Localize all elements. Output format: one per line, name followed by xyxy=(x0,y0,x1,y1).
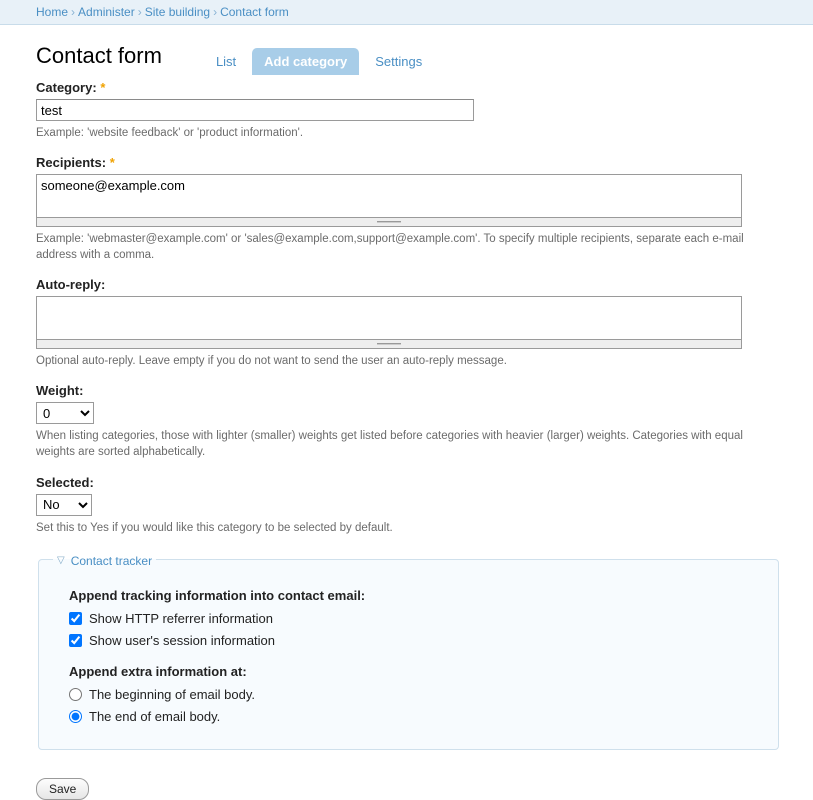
category-label xyxy=(36,80,777,95)
main-content xyxy=(0,25,813,800)
weight-label: Weight: xyxy=(36,383,84,399)
breadcrumb-separator: › xyxy=(71,5,76,19)
append-beginning-label[interactable]: The beginning of email body. xyxy=(89,686,255,702)
auto-reply-textarea-wrap xyxy=(36,296,742,349)
contact-tracker-legend-link[interactable]: Contact tracker xyxy=(70,553,153,568)
breadcrumb xyxy=(0,0,813,25)
field-selected xyxy=(36,475,777,536)
auto-reply-description: Optional auto-reply. Leave empty if you do not want to send the user an auto-reply message. xyxy=(36,355,507,368)
breadcrumb-item-home[interactable]: Home xyxy=(36,5,69,19)
recipients-label xyxy=(36,155,777,170)
recipients-textarea[interactable] xyxy=(36,174,742,218)
checkbox-row-user-session xyxy=(69,633,758,648)
breadcrumb-item-site-building[interactable]: Site building xyxy=(144,5,211,19)
required-marker: * xyxy=(109,155,115,171)
breadcrumb-separator: › xyxy=(213,5,218,19)
textarea-resize-grippie[interactable] xyxy=(36,340,742,349)
field-auto-reply xyxy=(36,277,777,369)
breadcrumb-separator: › xyxy=(137,5,142,19)
auto-reply-textarea[interactable] xyxy=(36,296,742,340)
breadcrumb-item-administer[interactable]: Administer xyxy=(78,5,135,19)
checkbox-row-http-referrer xyxy=(69,611,758,626)
category-label-text: Category: xyxy=(36,80,97,95)
append-tracking-heading: Append tracking information into contact email: xyxy=(69,587,366,603)
required-marker: * xyxy=(100,80,106,95)
append-extra-heading: Append extra information at: xyxy=(69,663,247,679)
save-button[interactable]: Save xyxy=(36,778,89,800)
selected-label: Selected: xyxy=(36,474,94,490)
breadcrumb-item-contact-form[interactable]: Contact form xyxy=(220,5,289,19)
recipients-description: Example: 'webmaster@example.com' or 'sales@example.com,support@example.com'. To specify multiple recipients, separate each e-mail address with a comma. xyxy=(36,233,744,262)
contact-tracker-fieldset xyxy=(38,552,779,750)
radio-row-end xyxy=(69,709,758,724)
show-user-session-label[interactable]: Show user's session information xyxy=(89,632,276,648)
textarea-resize-grippie[interactable] xyxy=(36,218,742,227)
selected-description: Set this to Yes if you would like this category to be selected by default. xyxy=(36,521,393,534)
tab-bar xyxy=(204,48,434,75)
show-http-referrer-checkbox[interactable] xyxy=(69,612,82,625)
radio-row-beginning xyxy=(69,687,758,702)
recipients-label-text: Recipients: xyxy=(36,155,107,171)
triangle-down-icon: ▽ xyxy=(57,554,65,566)
category-description: Example: 'website feedback' or 'product information'. xyxy=(36,127,304,139)
field-recipients xyxy=(36,155,777,263)
contact-tracker-legend[interactable] xyxy=(53,552,156,568)
append-end-radio[interactable] xyxy=(69,710,82,723)
contact-tracker-body xyxy=(39,568,778,724)
page-title: Contact form xyxy=(36,43,162,68)
field-category xyxy=(36,80,777,141)
field-weight xyxy=(36,383,777,460)
auto-reply-label: Auto-reply: xyxy=(36,277,106,293)
tab-add-category[interactable]: Add category xyxy=(252,48,359,75)
selected-select[interactable] xyxy=(36,494,92,516)
show-http-referrer-label[interactable]: Show HTTP referrer information xyxy=(89,610,273,626)
weight-description: When listing categories, those with lighter (smaller) weights get listed before categories with heavier (larger) weights. Categories with equal weights are sorted alphabetically. xyxy=(36,430,743,459)
tab-settings[interactable]: Settings xyxy=(375,54,423,69)
weight-select[interactable] xyxy=(36,402,94,424)
append-end-label[interactable]: The end of email body. xyxy=(89,708,221,724)
category-input[interactable] xyxy=(36,99,474,121)
append-beginning-radio[interactable] xyxy=(69,688,82,701)
form-actions xyxy=(36,778,777,800)
title-row xyxy=(36,25,777,80)
tab-list[interactable]: List xyxy=(215,54,237,69)
show-user-session-checkbox[interactable] xyxy=(69,634,82,647)
recipients-textarea-wrap xyxy=(36,174,742,227)
